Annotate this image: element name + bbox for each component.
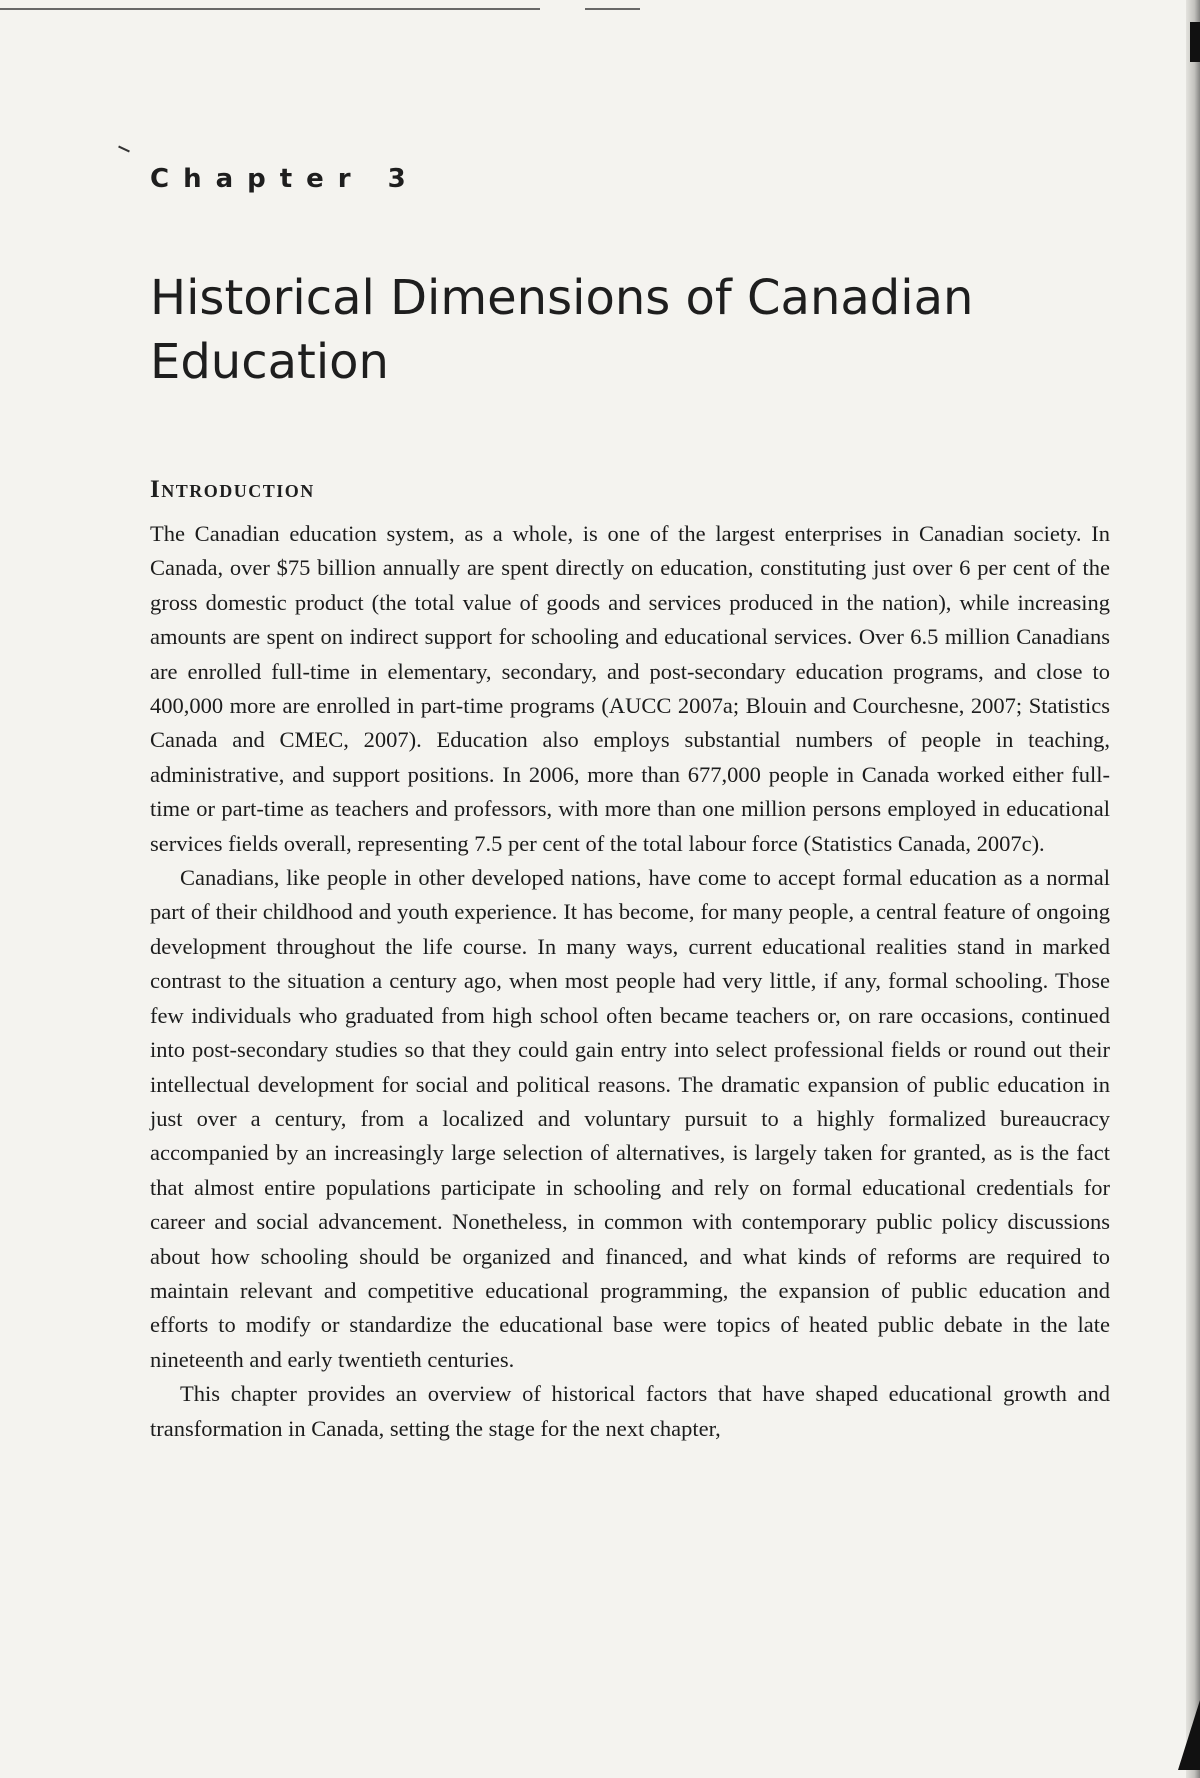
paragraph-1: The Canadian education system, as a whole, is one of the largest enterprises in Canadian society. In Canada, over $75 billion annually are spent directly on education, constituting just over 6 per cent of the gross domestic product (the total value of goods and services produced in the nation), while increasing amounts are spent on indirect support for schooling and educational services. Over 6.5 million Canadians are enrolled full-time in elementary, secondary, and post-secondary education programs, and close to 400,000 more are enrolled in part-time programs (AUCC 2007a; Blouin and Courchesne, 2007; Statistics Canada and CMEC, 2007). Education also employs substantial numbers of people in teaching, administrative, and support positions. In 2006, more than 677,000 people in Canada worked either full-time or part-time as teachers and professors, with more than one million persons employed in educational services fields overall, representing 7.5 per cent of the total labour force (Statistics Canada, 2007c). [150, 521, 1110, 856]
scan-stray-mark [118, 146, 130, 153]
scan-page-edge-shadow [1186, 0, 1200, 1778]
paragraph-2: Canadians, like people in other developed nations, have come to accept formal education as a normal part of their childhood and youth experience. It has become, for many people, a central feature of ongoing development throughout the life course. In many ways, current educational realities stand in marked contrast to the situation a century ago, when most people had very little, if any, formal schooling. Those few individuals who graduated from high school often became teachers or, on rare occasions, continued into post-secondary studies so that they could gain entry into select professional fields or round out their intellectual development for social and political reasons. The dramatic expansion of public education in just over a century, from a localized and voluntary pursuit to a highly formalized bureaucracy accompanied by an increasingly large selection of alternatives, is largely taken for granted, as is the fact that almost entire populations participate in schooling and rely on formal educational credentials for career and social advancement. Nonetheless, in common with contemporary public policy discussions about how schooling should be organized and financed, and what kinds of reforms are required to maintain relevant and competitive educational programming, the expansion of public education and efforts to modify or standardize the educational base were topics of heated public debate in the late nineteenth and early twentieth centuries. [150, 865, 1110, 1372]
paragraph-3: This chapter provides an overview of historical factors that have shaped educational growth and transformation in Canada, setting the stage for the next chapter, [150, 1381, 1110, 1441]
chapter-label: Chapter 3 [150, 164, 420, 194]
scan-top-rule [0, 8, 1200, 10]
section-heading: Introduction [150, 476, 315, 503]
body-text [150, 517, 1110, 1446]
scan-corner-mark-top [1190, 22, 1200, 62]
chapter-title: Historical Dimensions of Canadian Education [150, 270, 974, 390]
